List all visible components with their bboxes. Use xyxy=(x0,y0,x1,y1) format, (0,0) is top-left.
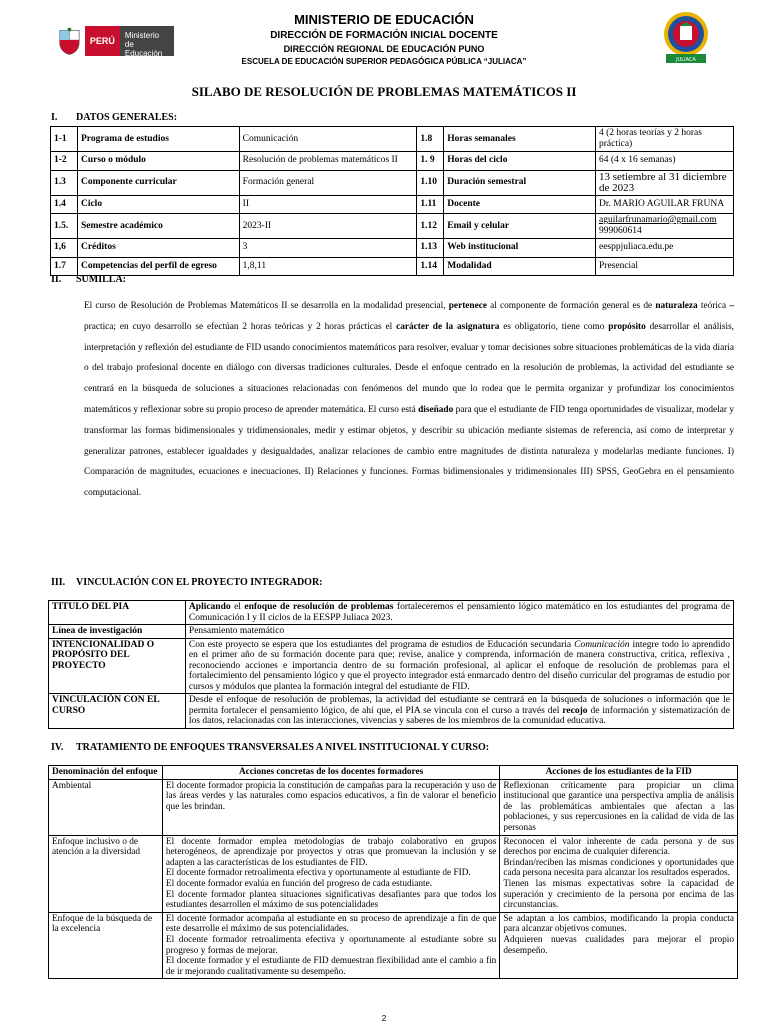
research-line-label: Línea de investigación xyxy=(49,625,186,639)
action-item: Reconocen el valor inherente de cada persona y de sus derechos por encima de cualquier diferencia. xyxy=(503,836,734,858)
action-item: El docente formador plantea situaciones significativas desafiantes para que todos los estudiantes desarrollen el máximo de sus potencialidades xyxy=(165,889,497,911)
field-value: Resolución de problemas matemáticos II xyxy=(239,152,417,171)
table-row xyxy=(49,835,738,912)
ministry-label: Ministerio de Educación xyxy=(120,26,174,56)
table-header-row xyxy=(49,766,738,780)
approach-name: Enfoque de la búsqueda de la excelencia xyxy=(49,912,163,979)
field-label: Duración semestral xyxy=(444,170,596,195)
teacher-actions xyxy=(162,912,499,979)
action-item: Reflexionan críticamente para propiciar un clima institucional que garantice una perspectiva amplia de análisis de las problemáticas ambientales que afectan a las poblaciones, y sus repercusiones en la calidad de vida de las personas xyxy=(503,780,734,833)
field-label: Créditos xyxy=(77,239,239,258)
action-item: El docente formador emplea metodologías de trabajo colaborativo en grupos heterogéneos, de aprendizaje por proyectos y otras que promuevan la inclusión y se adapten a las características de los estudiantes de FID. xyxy=(165,836,497,868)
field-label: Componente curricular xyxy=(77,170,239,195)
row-number: 1.7 xyxy=(51,257,78,276)
column-header-students: Acciones de los estudiantes de la FID xyxy=(500,766,738,780)
field-value: 13 setiembre al 31 diciembre de 2023 xyxy=(596,170,734,195)
header-school: ESCUELA DE EDUCACIÓN SUPERIOR PEDAGÓGICA PÚBLICA “JULIACA” xyxy=(241,57,527,66)
transversal-approaches-table xyxy=(48,765,738,979)
student-actions xyxy=(500,779,738,835)
action-item: El docente formador evalúa en función del progreso de cada estudiante. xyxy=(165,878,433,889)
project-integrator-table xyxy=(48,600,734,729)
header-regional: DIRECCIÓN REGIONAL DE EDUCACIÓN PUNO xyxy=(283,44,485,54)
action-item: Adquieren nuevas cualidades para mejorar el propio desempeño. xyxy=(503,934,734,956)
action-item: Tienen las mismas expectativas sobre la capacidad de superación y crecimiento de la persona por encima de las circunstancias. xyxy=(503,878,734,911)
pia-title-value: Aplicando el enfoque de resolución de problemas fortaleceremos el pensamiento lógico matemático en los estudiantes del programa de Comunicación I y II ciclos de la EESPP Juliaca 2023. xyxy=(185,601,733,625)
row-number: 1.10 xyxy=(417,170,444,195)
field-value: aguilarfrunamario@gmail.com 999060614 xyxy=(596,214,734,239)
row-number: 1.4 xyxy=(51,195,78,214)
table-row xyxy=(49,625,734,639)
row-number: 1.5. xyxy=(51,214,78,239)
column-header-teachers: Acciones concretas de los docentes formadores xyxy=(162,766,499,780)
field-value: 1,8,11 xyxy=(239,257,417,276)
page-number: 2 xyxy=(381,1014,387,1023)
pia-title-label: TITULO DEL PIA xyxy=(49,601,186,625)
table-row xyxy=(51,127,734,152)
field-label: Semestre académico xyxy=(77,214,239,239)
document-title: SILABO DE RESOLUCIÓN DE PROBLEMAS MATEMÁTICOS II xyxy=(191,84,577,99)
field-label: Modalidad xyxy=(444,257,596,276)
field-value: II xyxy=(239,195,417,214)
course-link-label: VINCULACIÓN CON EL CURSO xyxy=(49,694,186,729)
table-row xyxy=(51,214,734,239)
field-value: 64 (4 x 16 semanas) xyxy=(596,152,734,171)
table-row xyxy=(49,601,734,625)
row-number: 1.14 xyxy=(417,257,444,276)
research-line-value: Pensamiento matemático xyxy=(185,625,733,639)
school-seal-icon xyxy=(660,10,712,66)
action-item: El docente formador retroalimenta efectiva y oportunamente al estudiante sobre su progreso y formas de mejorar. xyxy=(165,934,497,956)
action-item: Se adaptan a los cambios, modificando la propia conducta para alcanzar objetivos comunes. xyxy=(503,913,734,935)
intention-value: Con este proyecto se espera que los estudiantes del programa de estudios de Educación secundaria Comunicación integre todo lo aprendido en el primer año de su formación docente para que; revise, analice y comprenda, información de manera constructiva, crítica, reflexiva , reconociendo acciones e importancia dentro de su formación profesional, al aplicar el enfoque de resolución de problemas para el fortalecimiento del pensamiento lógico y que el proyecto integrador está enmarcado dentro del diseño curricular del programas de estudio por cursos y módulos que plantea la formación integral del estudiante de FID. xyxy=(185,638,733,694)
intention-label: INTENCIONALIDAD O PROPÓSITO DEL PROYECTO xyxy=(49,638,186,694)
approach-name: Ambiental xyxy=(49,779,163,835)
field-value: eesppjuliaca.edu.pe xyxy=(596,239,734,258)
row-number: 1.13 xyxy=(417,239,444,258)
row-number: 1.11 xyxy=(417,195,444,214)
header-direction: DIRECCIÓN DE FORMACIÓN INICIAL DOCENTE xyxy=(270,30,498,41)
field-label: Web institucional xyxy=(444,239,596,258)
field-label: Programa de estudios xyxy=(77,127,239,152)
column-header-approach: Denominación del enfoque xyxy=(49,766,163,780)
row-number: 1-1 xyxy=(51,127,78,152)
field-label: Horas del ciclo xyxy=(444,152,596,171)
document-header xyxy=(0,0,768,76)
course-link-value: Desde el enfoque de resolución de problemas, la actividad del estudiante se centrará en la búsqueda de soluciones o información que le permita fortalecer el pensamiento lógico, de ahí que, el PIA se vincula con el curso a través del recojo de información y sistematización de los datos, relacionadas con las interacciones, vivencias y saberes de los miembros de la comunidad educativa. xyxy=(185,694,733,729)
row-number: 1.12 xyxy=(417,214,444,239)
row-number: 1. 9 xyxy=(417,152,444,171)
field-value: 4 (2 horas teorías y 2 horas práctica) xyxy=(596,127,734,152)
student-actions xyxy=(500,835,738,912)
table-row xyxy=(49,912,738,979)
field-label: Ciclo xyxy=(77,195,239,214)
row-number: 1-2 xyxy=(51,152,78,171)
field-label: Docente xyxy=(444,195,596,214)
approach-name: Enfoque inclusivo o de atención a la diversidad xyxy=(49,835,163,912)
teacher-actions xyxy=(162,779,499,835)
field-value: Presencial xyxy=(596,257,734,276)
seal-text: JULIACA xyxy=(676,57,696,63)
section-4-heading: IV. TRATAMIENTO DE ENFOQUES TRANSVERSALES A NIVEL INSTITUCIONAL Y CURSO: xyxy=(51,742,490,753)
row-number: 1.3 xyxy=(51,170,78,195)
section-1-heading: I. DATOS GENERALES: xyxy=(51,112,178,123)
table-row xyxy=(51,195,734,214)
student-actions xyxy=(500,912,738,979)
header-ministry: MINISTERIO DE EDUCACIÓN xyxy=(294,12,474,27)
table-row xyxy=(51,257,734,276)
action-item: El docente formador y el estudiante de FID demuestran flexibilidad ante el cambio a fin de ir mejorando cualitativamente su desempeño. xyxy=(165,956,497,977)
teacher-actions xyxy=(162,835,499,912)
email-link[interactable]: aguilarfrunamario@gmail.com xyxy=(599,215,717,225)
table-row xyxy=(51,170,734,195)
field-value: 3 xyxy=(239,239,417,258)
peru-label: PERÚ xyxy=(85,26,120,56)
table-row xyxy=(49,638,734,694)
field-value: Comunicación xyxy=(239,127,417,152)
general-data-table xyxy=(50,126,734,276)
table-row xyxy=(51,239,734,258)
field-label: Horas semanales xyxy=(444,127,596,152)
action-item: El docente formador propicia la constitución de campañas para la recuperación y uso de las áreas verdes y las naturales como espacios educativos, a fin de valorar el beneficio que les brindan. xyxy=(165,780,497,812)
field-label: Email y celular xyxy=(444,214,596,239)
table-row xyxy=(51,152,734,171)
section-2-heading: II. SUMILLA: xyxy=(51,274,127,285)
table-row xyxy=(49,779,738,835)
action-item: El docente formador retroalimenta efectiva y oportunamente al estudiante de FID. xyxy=(165,868,471,879)
field-value: 2023-II xyxy=(239,214,417,239)
action-item: El docente formador acompaña al estudiante en su proceso de aprendizaje a fin de que este desarrolle el máximo de sus potencialidades. xyxy=(165,913,497,935)
section-3-heading: III. VINCULACIÓN CON EL PROYECTO INTEGRADOR: xyxy=(51,577,323,588)
action-item: Brindan/reciben las mismas condiciones y oportunidades que cada persona necesita para alcanzar los resultados esperados. xyxy=(503,857,734,879)
field-label: Competencias del perfil de egreso xyxy=(77,257,239,276)
row-number: 1.8 xyxy=(417,127,444,152)
sumilla-text: El curso de Resolución de Problemas Matemáticos II se desarrolla en la modalidad presencial, pertenece al componente de formación general es de naturaleza teórica – practica; en cuyo desarrollo se efectúan 2 horas teóricas y 2 horas prácticas el carácter de la asignatura es obligatorio, tiene como propósito desarrollar el análisis, interpretación y reflexión del estudiante de FID usando conocimientos matemáticos para resolver, evaluar y tomar decisiones sobre situaciones problemáticas de la vida diaria o del trabajo profesional docente en diálogo con diversas tradiciones culturales. Desde el enfoque centrado en la resolución de problemas, la actividad del estudiante se centrará en la búsqueda de soluciones a situaciones relacionadas con fenómenos del mundo que lo rodea que le permita organizar y profundizar los conocimientos matemáticos y reflexionar sobre su propio proceso de aprender matemática. El curso está diseñado para que el estudiante de FID tenga oportunidades de visualizar, modelar y transformar las formas bidimensionales y tridimensionales, medir y estimar objetos, y describir su ubicación mediante sistemas de referencia, así como de interpretar y generalizar patrones, establecer igualdades y desigualdades, analizar relaciones de cambio entre magnitudes de distinta naturaleza y modelarlas mediante funciones. I) Comparación de magnitudes, ecuaciones e inecuaciones. II) Relaciones y funciones. Formas bidimensionales y tridimensionales III) SPSS, GeoGebra en el pensamiento computacional. xyxy=(84,301,735,499)
field-value: Dr. MARIO AGUILAR FRUNA xyxy=(596,195,734,214)
field-label: Curso o módulo xyxy=(77,152,239,171)
field-value: Formación general xyxy=(239,170,417,195)
table-row xyxy=(49,694,734,729)
row-number: 1,6 xyxy=(51,239,78,258)
